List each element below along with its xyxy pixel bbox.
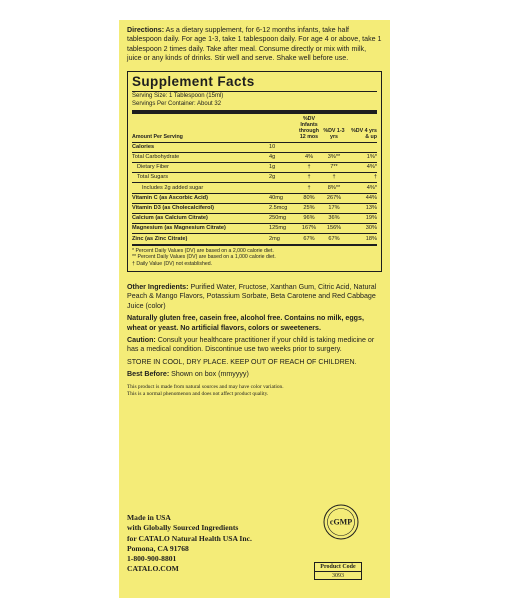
product-code-label: Product Code bbox=[315, 563, 361, 572]
maker-line: 1-800-900-8801 bbox=[127, 554, 177, 564]
allergen-claims: Naturally gluten free, casein free, alcohol free. Contains no milk, eggs, wheat or yeast. No artificial flavors, colors or sweeteners. bbox=[127, 314, 364, 332]
dv-infants: 80% bbox=[297, 193, 321, 203]
dv-4-up: 4%* bbox=[347, 183, 377, 193]
table-row bbox=[132, 163, 377, 173]
dv-4-up: 19% bbox=[347, 213, 377, 223]
dv-infants: † bbox=[297, 163, 321, 173]
dv-1-3: 156% bbox=[321, 224, 347, 234]
supplement-facts-title: Supplement Facts bbox=[132, 73, 255, 89]
nutrient-name: Total Carbohydrate bbox=[132, 152, 269, 162]
footnote: * Percent Daily Values (DV) are based on a 2,000 calorie diet. bbox=[132, 247, 274, 254]
dv-4-up: 18% bbox=[347, 234, 377, 244]
caution-label: Caution: bbox=[127, 335, 156, 344]
dv-4-up: 30% bbox=[347, 224, 377, 234]
nutrient-name: Vitamin D3 (as Cholecalciferol) bbox=[132, 203, 269, 213]
product-code-value: 3093 bbox=[332, 573, 344, 579]
table-row bbox=[132, 213, 377, 223]
maker-line: CATALO.COM bbox=[127, 564, 179, 574]
dv-4-up: 4%* bbox=[347, 163, 377, 173]
footnotes bbox=[132, 246, 377, 268]
dv-infants bbox=[297, 142, 321, 152]
nutrient-name: Includes 2g added sugar bbox=[132, 183, 269, 193]
nutrient-amount: 4g bbox=[269, 152, 297, 162]
table-row bbox=[132, 173, 377, 183]
header-amount: Amount Per Serving bbox=[132, 133, 183, 140]
dv-infants: 4% bbox=[297, 152, 321, 162]
dv-4-up: 1%* bbox=[347, 152, 377, 162]
table-row bbox=[132, 142, 377, 152]
note-line: This is a normal phenomenon and does not affect product quality. bbox=[127, 390, 269, 397]
serving-size: Serving Size: 1 Tablespoon (15ml) bbox=[132, 92, 224, 99]
dv-4-up: 13% bbox=[347, 203, 377, 213]
footnote: † Daily Value (DV) not established. bbox=[132, 261, 213, 268]
dv-4-up: 44% bbox=[347, 193, 377, 203]
dv-1-3 bbox=[321, 142, 347, 152]
nutrient-amount: 125mg bbox=[269, 224, 297, 234]
nutrient-name: Calcium (as Calcium Citrate) bbox=[132, 213, 269, 223]
other-ingredients bbox=[127, 283, 382, 311]
dv-4-up: † bbox=[347, 173, 377, 183]
note-line: This product is made from natural sources and may have color variation. bbox=[127, 383, 284, 390]
maker-line: Made in USA bbox=[127, 513, 171, 522]
header-dv-4-up: %DV 4 yrs & up bbox=[351, 127, 377, 140]
dv-1-3: 3%** bbox=[321, 152, 347, 162]
header-dv-infants: %DV Infants through 12 mos bbox=[298, 115, 319, 140]
dv-1-3: 17% bbox=[321, 203, 347, 213]
nutrient-amount: 10 bbox=[269, 142, 297, 152]
nutrient-name: Dietary Fiber bbox=[132, 163, 269, 173]
ingredients-text: Purified Water, Fructose, Xanthan Gum, Citric Acid, Natural Peach & Mango Flavors, Potassium Sorbate, Beta Carotene and Red Cabbage Juice (color) bbox=[127, 282, 377, 310]
dv-1-3: 7** bbox=[321, 163, 347, 173]
dv-1-3: 8%** bbox=[321, 183, 347, 193]
dv-infants: 96% bbox=[297, 213, 321, 223]
nutrient-amount: 2g bbox=[269, 173, 297, 183]
maker-line: with Globally Sourced Ingredients bbox=[127, 523, 239, 533]
table-row bbox=[132, 183, 377, 193]
dv-infants: † bbox=[297, 183, 321, 193]
footnote: ** Percent Daily Values (DV) are based on a 1,000 calorie diet. bbox=[132, 254, 276, 261]
table-row bbox=[132, 193, 377, 203]
nutrient-name: Total Sugars bbox=[132, 173, 269, 183]
product-code-box bbox=[314, 562, 362, 580]
directions-label: Directions: bbox=[127, 26, 165, 34]
table-row bbox=[132, 224, 377, 234]
best-before bbox=[127, 370, 382, 379]
dv-infants: 67% bbox=[297, 234, 321, 244]
nutrient-amount: 250mg bbox=[269, 213, 297, 223]
directions bbox=[127, 26, 382, 64]
dv-infants: † bbox=[297, 173, 321, 183]
nutrient-name: Vitamin C (as Ascorbic Acid) bbox=[132, 193, 269, 203]
maker-line: for CATALO Natural Health USA Inc. bbox=[127, 533, 252, 543]
maker-line: Pomona, CA 91768 bbox=[127, 543, 189, 553]
table-row bbox=[132, 152, 377, 162]
nutrient-name: Calories bbox=[132, 142, 269, 152]
nutrient-amount: 40mg bbox=[269, 193, 297, 203]
dv-4-up bbox=[347, 142, 377, 152]
nutrient-amount: 1g bbox=[269, 163, 297, 173]
best-before-text: Shown on box (mmyyyy) bbox=[171, 370, 249, 379]
supplement-facts-table bbox=[132, 114, 377, 244]
servings-per-container: Servings Per Container: About 32 bbox=[132, 100, 222, 107]
dv-infants: 167% bbox=[297, 224, 321, 234]
nutrient-name: Magnesium (as Magnesium Citrate) bbox=[132, 224, 269, 234]
cgmp-text: cGMP bbox=[329, 517, 353, 527]
table-row bbox=[132, 234, 377, 244]
manufacturer-info bbox=[127, 513, 252, 575]
label-panel bbox=[119, 20, 390, 598]
nutrient-amount: 2.5mcg bbox=[269, 203, 297, 213]
cgmp-seal-icon bbox=[323, 504, 359, 540]
table-header-row bbox=[132, 114, 377, 143]
caution-text: Consult your healthcare practitioner if your child is taking medicine or has a medical condition. Discontinue use two weeks prior to surgery. bbox=[127, 335, 375, 354]
dv-1-3: 267% bbox=[321, 193, 347, 203]
dv-1-3: † bbox=[321, 173, 347, 183]
nutrient-amount bbox=[269, 183, 297, 193]
caution bbox=[127, 336, 382, 355]
dv-1-3: 67% bbox=[321, 234, 347, 244]
supplement-facts-panel bbox=[127, 71, 382, 272]
nutrient-name: Zinc (as Zinc Citrate) bbox=[132, 234, 269, 244]
color-variation-note bbox=[127, 384, 382, 398]
best-before-label: Best Before: bbox=[127, 370, 170, 379]
dv-1-3: 36% bbox=[321, 213, 347, 223]
directions-text: As a dietary supplement, for 6-12 months infants, take half tablespoon daily. For age 1-3, take 1 tablespoon daily. For age 4 or above, take 1 tablespoon 2 times daily. Take after meal. Consume directly or mix with milk, juice or any kinds of drinks. Stir well and serve. Shake well before use. bbox=[127, 26, 382, 63]
dv-infants: 25% bbox=[297, 203, 321, 213]
table-row bbox=[132, 203, 377, 213]
storage-warning: STORE IN COOL, DRY PLACE. KEEP OUT OF REACH OF CHILDREN. bbox=[127, 357, 357, 366]
nutrient-amount: 2mg bbox=[269, 234, 297, 244]
header-dv-1-3: %DV 1-3 yrs bbox=[323, 127, 345, 140]
ingredients-label: Other Ingredients: bbox=[127, 282, 189, 291]
